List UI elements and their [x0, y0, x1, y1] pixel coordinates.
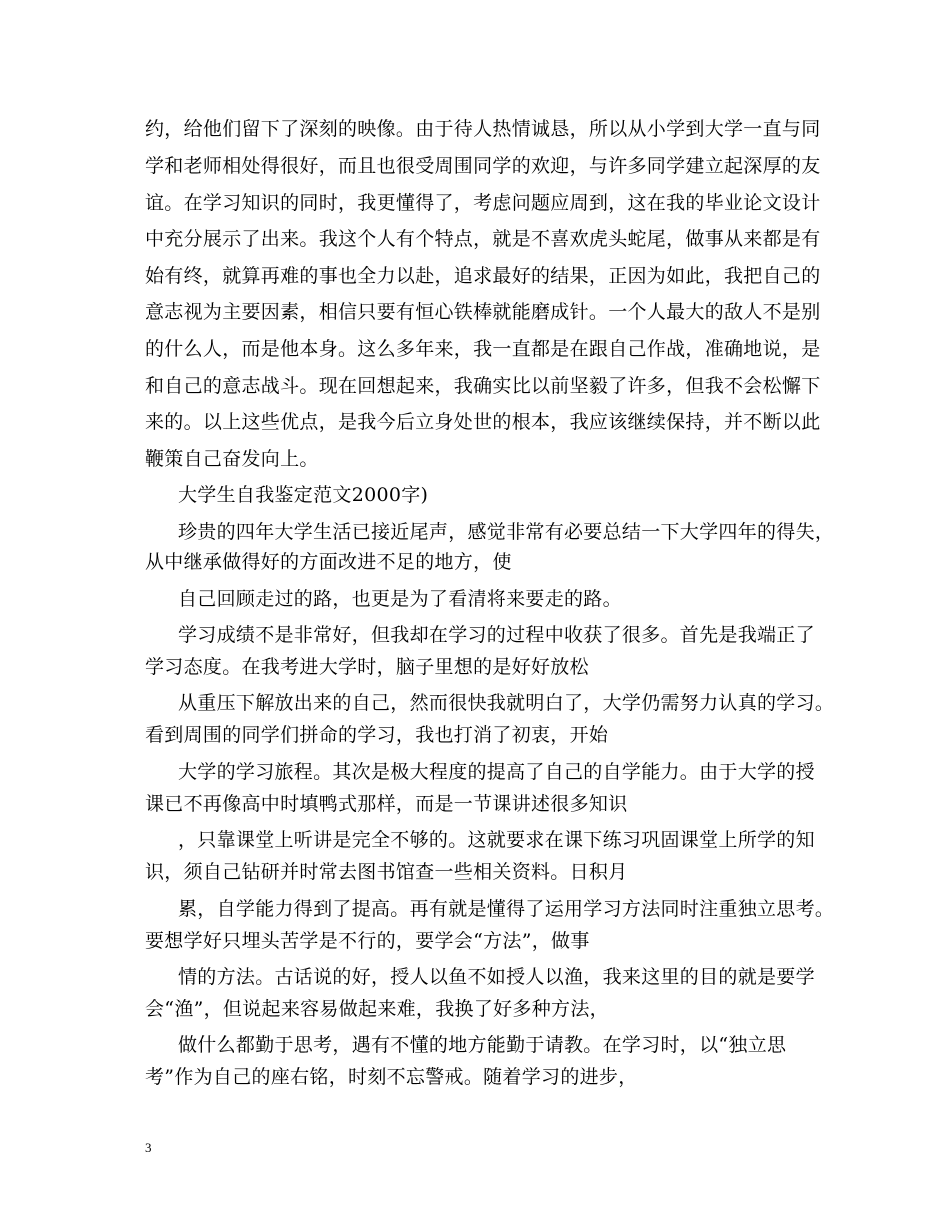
paragraph-line: 学和老师相处得很好，而且也很受周围同学的欢迎，与许多同学建立起深厚的友 [145, 155, 821, 177]
paragraph-line: 累，自学能力得到了提高。再有就是懂得了运用学习方法同时注重独立思考。 [178, 898, 835, 920]
paragraph-line: 谊。在学习知识的同时，我更懂得了，考虑问题应周到，这在我的毕业论文设计 [145, 192, 821, 214]
paragraph-line: 大学的学习旅程。其次是极大程度的提高了自己的自学能力。由于大学的授 [178, 761, 815, 783]
paragraph-line: 意志视为主要因素，相信只要有恒心铁棒就能磨成针。一个人最大的敌人不是别 [145, 301, 821, 323]
paragraph-line: 识，须自己钻研并时常去图书馆查一些相关资料。日积月 [145, 861, 628, 883]
paragraph-line: 要想学好只埋头苦学是不行的，要学会“方法”，做事 [145, 930, 590, 952]
paragraph-line: 考”作为自己的座右铭，时刻不忘警戒。随着学习的进步， [145, 1066, 638, 1088]
paragraph-line: 从重压下解放出来的自己，然而很快我就明白了，大学仍需努力认真的学习。 [178, 692, 835, 714]
paragraph-line: 情的方法。古话说的好，授人以鱼不如授人以渔，我来这里的目的就是要学 [178, 966, 815, 988]
paragraph-line: 学习态度。在我考进大学时，脑子里想的是好好放松 [145, 656, 589, 678]
paragraph-line: 看到周围的同学们拼命的学习，我也打消了初衷，开始 [145, 724, 609, 746]
page-number: 3 [145, 1140, 152, 1155]
paragraph-line: 做什么都勤于思考，遇有不懂的地方能勤于请教。在学习时，以“独立思 [178, 1034, 787, 1056]
paragraph-line: ，只靠课堂上听讲是完全不够的。这就要求在课下练习巩固课堂上所学的知 [178, 829, 815, 851]
paragraph-line: 会“渔”，但说起来容易做起来难，我换了好多种方法， [145, 998, 609, 1020]
paragraph-line: 课已不再像高中时填鸭式那样，而是一节课讲述很多知识 [145, 793, 628, 815]
paragraph-line: 始有终，就算再难的事也全力以赴，追求最好的结果，正因为如此，我把自己的 [145, 265, 821, 287]
section-heading: 大学生自我鉴定范文2000字) [178, 484, 429, 506]
paragraph-line: 中充分展示了出来。我这个人有个特点，就是不喜欢虎头蛇尾，做事从来都是有 [145, 228, 821, 250]
paragraph-line: 珍贵的四年大学生活已接近尾声，感觉非常有必要总结一下大学四年的得失， [178, 521, 835, 543]
paragraph-line: 自己回顾走过的路，也更是为了看清将来要走的路。 [178, 588, 622, 610]
paragraph-line: 和自己的意志战斗。现在回想起来，我确实比以前坚毅了许多，但我不会松懈下 [145, 375, 821, 397]
paragraph-line: 来的。以上这些优点，是我今后立身处世的根本，我应该继续保持，并不断以此 [145, 411, 821, 433]
paragraph-line: 学习成绩不是非常好，但我却在学习的过程中收获了很多。首先是我端正了 [178, 624, 815, 646]
paragraph-line: 从中继承做得好的方面改进不足的地方，使 [145, 551, 512, 573]
paragraph-line: 的什么人，而是他本身。这么多年来，我一直都是在跟自己作战，准确地说，是 [145, 338, 821, 360]
paragraph-line: 鞭策自己奋发向上。 [145, 448, 319, 470]
paragraph-line: 约，给他们留下了深刻的映像。由于待人热情诚恳，所以从小学到大学一直与同 [145, 118, 821, 140]
